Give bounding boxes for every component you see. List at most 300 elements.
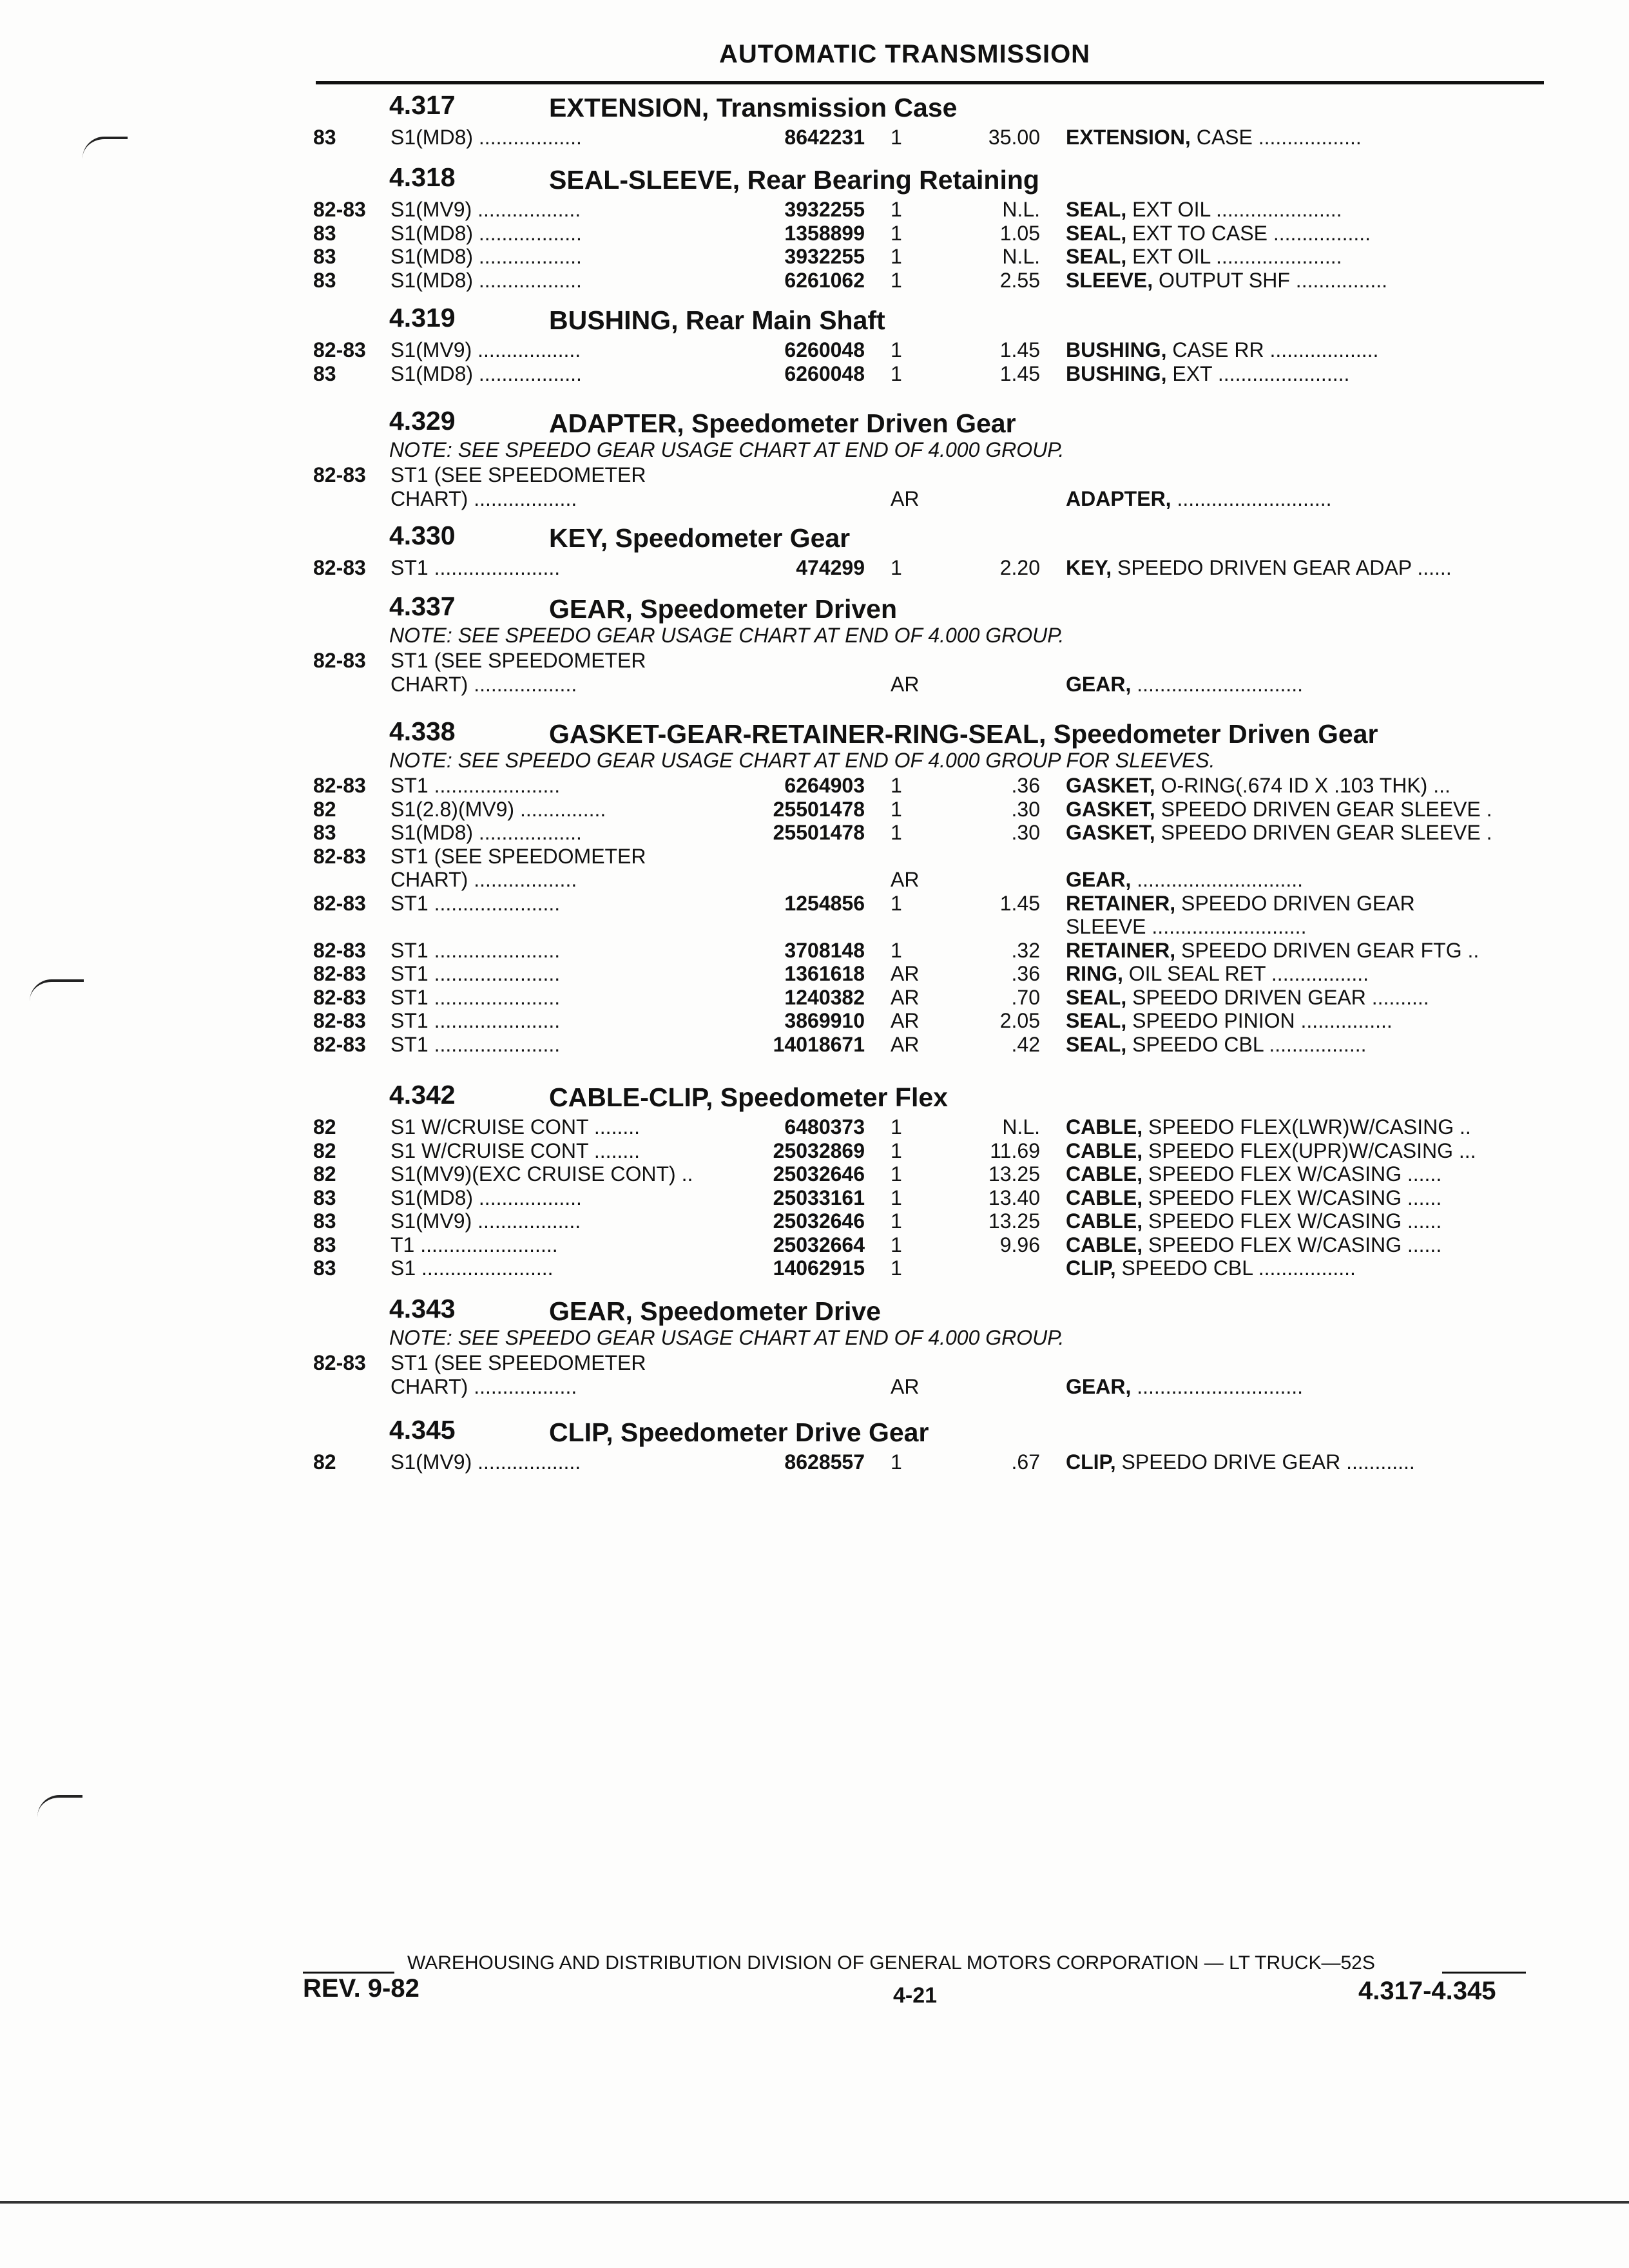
section-header [0, 521, 1629, 553]
table-row [0, 197, 1629, 222]
model-year: 82-83 [313, 556, 366, 579]
description-detail: CASE RR ................... [1166, 338, 1379, 361]
model-usage: ST1 ...................... [390, 556, 561, 579]
section-title: EXTENSION, Transmission Case [549, 93, 958, 122]
part-number: 6260048 [784, 362, 865, 385]
model-usage: S1(MD8) .................. [390, 821, 582, 844]
description [1066, 961, 1369, 986]
model-usage: S1(MD8) .................. [390, 245, 582, 268]
section-number: 4.337 [389, 591, 456, 621]
model-usage: S1(MD8) .................. [390, 269, 582, 292]
page-bottom-rule [0, 2201, 1629, 2204]
table-row [0, 1233, 1629, 1257]
table-row [0, 961, 1629, 986]
quantity: AR [891, 1033, 920, 1056]
section-number: 4.330 [389, 521, 456, 550]
description [1066, 1008, 1393, 1033]
section-title: GEAR, Speedometer Drive [549, 1296, 881, 1326]
quantity: 1 [891, 1233, 902, 1256]
price: 9.96 [999, 1233, 1040, 1256]
model-usage: ST1 ...................... [390, 1033, 561, 1056]
table-row [0, 1115, 1629, 1139]
model-year: 83 [313, 1186, 336, 1209]
quantity: AR [891, 487, 920, 510]
table-row [0, 891, 1629, 916]
header-rule [316, 81, 1544, 84]
description-noun: BUSHING, [1066, 338, 1167, 361]
price: 1.05 [999, 222, 1040, 245]
model-year: 82-83 [313, 649, 366, 672]
table-row [0, 1350, 1629, 1375]
table-row [0, 1186, 1629, 1210]
model-usage: ST1 (SEE SPEEDOMETER [390, 845, 646, 868]
description-noun: GEAR, [1066, 673, 1132, 696]
price: N.L. [1002, 1115, 1040, 1139]
quantity: AR [891, 986, 920, 1009]
model-year: 82-83 [313, 1009, 366, 1032]
description [1066, 361, 1349, 386]
price: 11.69 [990, 1139, 1040, 1162]
description-detail: ............................. [1131, 868, 1304, 891]
price: .70 [1011, 986, 1040, 1009]
model-usage: S1(MV9) .................. [390, 198, 581, 221]
description-noun: SEAL, [1066, 245, 1127, 268]
description [1066, 125, 1362, 149]
section-header [0, 90, 1629, 122]
quantity: 1 [891, 1209, 902, 1233]
table-row [0, 1450, 1629, 1474]
price: 2.55 [999, 269, 1040, 292]
model-usage: S1(MV9) .................. [390, 1450, 581, 1474]
description-detail: SPEEDO DRIVEN GEAR .......... [1126, 986, 1429, 1009]
section-header [0, 406, 1629, 438]
description-detail: SPEEDO DRIVEN GEAR SLEEVE . [1155, 821, 1492, 844]
model-year: 82 [313, 798, 336, 821]
description-detail: SPEEDO DRIVEN GEAR SLEEVE . [1155, 798, 1492, 821]
model-usage: T1 ........................ [390, 1233, 558, 1256]
description [1066, 1209, 1441, 1233]
price: .30 [1011, 821, 1040, 844]
section-number: 4.338 [389, 716, 456, 746]
price: 13.25 [988, 1162, 1040, 1186]
table-row [0, 914, 1629, 939]
model-usage: ST1 (SEE SPEEDOMETER [390, 649, 646, 672]
model-year: 82-83 [313, 845, 366, 868]
table-row [0, 361, 1629, 386]
description [1066, 338, 1378, 362]
description-noun: ADAPTER, [1066, 487, 1171, 510]
model-year: 83 [313, 821, 336, 844]
price: 35.00 [988, 126, 1040, 149]
model-usage: CHART) .................. [390, 673, 577, 696]
part-number: 25033161 [773, 1186, 865, 1209]
model-year: 83 [313, 1256, 336, 1280]
part-number: 14062915 [773, 1256, 865, 1280]
part-number: 8642231 [784, 126, 865, 149]
page-title: AUTOMATIC TRANSMISSION [719, 40, 1091, 68]
model-year: 83 [313, 269, 336, 292]
part-number: 3708148 [784, 939, 865, 962]
model-usage: CHART) .................. [390, 487, 577, 510]
description-noun: SLEEVE, [1066, 269, 1153, 292]
model-year: 82-83 [313, 198, 366, 221]
description [1066, 221, 1371, 245]
description-noun: BUSHING, [1066, 362, 1167, 385]
description [1066, 1139, 1476, 1163]
description [1066, 197, 1342, 222]
price: .67 [1011, 1450, 1040, 1474]
table-row [0, 1139, 1629, 1163]
table-row [0, 867, 1629, 892]
description-detail: SPEEDO FLEX(LWR)W/CASING .. [1142, 1115, 1471, 1139]
description-detail: SPEEDO FLEX(UPR)W/CASING ... [1142, 1139, 1476, 1162]
quantity: 1 [891, 892, 902, 915]
description-detail: SPEEDO FLEX W/CASING ...... [1142, 1162, 1442, 1186]
price: 1.45 [999, 892, 1040, 915]
description-noun: RETAINER, [1066, 939, 1176, 962]
quantity: 1 [891, 362, 902, 385]
section-number: 4.342 [389, 1080, 456, 1110]
description [1066, 1256, 1356, 1280]
model-year: 82-83 [313, 1351, 366, 1374]
section-number: 4.318 [389, 162, 456, 192]
description [1066, 1450, 1415, 1474]
part-number: 3932255 [784, 245, 865, 268]
description-noun: CABLE, [1066, 1233, 1143, 1256]
section-number: 4.329 [389, 406, 456, 436]
table-row [0, 555, 1629, 580]
description [1066, 914, 1306, 939]
description-detail: SLEEVE ........................... [1066, 915, 1307, 938]
model-usage: S1 W/CRUISE CONT ........ [390, 1115, 641, 1139]
footer-page-number: 4-21 [893, 1983, 938, 2008]
description-detail: SPEEDO DRIVEN GEAR ADAP ...... [1112, 556, 1452, 579]
quantity: 1 [891, 198, 902, 221]
section-number: 4.317 [389, 90, 456, 120]
description-detail: O-RING(.674 ID X .103 THK) ... [1155, 774, 1451, 797]
price: .32 [1011, 939, 1040, 962]
description-noun: SEAL, [1066, 1033, 1127, 1056]
model-usage: ST1 ...................... [390, 939, 561, 962]
model-year: 82 [313, 1450, 336, 1474]
section-title: BUSHING, Rear Main Shaft [549, 305, 885, 335]
price: .36 [1011, 774, 1040, 797]
footer-revision: REV. 9-82 [303, 1974, 419, 2003]
part-number: 3932255 [784, 198, 865, 221]
section-title: GEAR, Speedometer Driven [549, 594, 897, 624]
model-year: 82-83 [313, 774, 366, 797]
section-note: NOTE: SEE SPEEDO GEAR USAGE CHART AT END OF 4.000 GROUP. [389, 1326, 1065, 1349]
quantity: 1 [891, 798, 902, 821]
price: 2.05 [999, 1009, 1040, 1032]
footer-rule-left [303, 1972, 394, 1974]
description-noun: SEAL, [1066, 198, 1127, 221]
table-row [0, 844, 1629, 869]
section-header [0, 1080, 1629, 1112]
part-number: 25501478 [773, 821, 865, 844]
description-detail: EXT ....................... [1166, 362, 1350, 385]
description-noun: GASKET, [1066, 821, 1155, 844]
section-title: KEY, Speedometer Gear [549, 523, 851, 553]
model-usage: S1(MV9) .................. [390, 1209, 581, 1233]
table-row [0, 1256, 1629, 1280]
table-row [0, 244, 1629, 269]
description-detail: ........................... [1171, 487, 1332, 510]
quantity: 1 [891, 556, 902, 579]
price: 13.25 [988, 1209, 1040, 1233]
description [1066, 555, 1452, 580]
model-usage: S1(MD8) .................. [390, 126, 582, 149]
description-noun: EXTENSION, [1066, 126, 1191, 149]
model-year: 83 [313, 362, 336, 385]
model-usage: CHART) .................. [390, 1375, 577, 1398]
description-detail: ............................. [1131, 673, 1304, 696]
quantity: AR [891, 868, 920, 891]
section-title: SEAL-SLEEVE, Rear Bearing Retaining [549, 165, 1039, 195]
description-detail: SPEEDO DRIVEN GEAR FTG .. [1175, 939, 1480, 962]
model-usage: ST1 (SEE SPEEDOMETER [390, 463, 646, 486]
description-noun: CABLE, [1066, 1162, 1143, 1186]
quantity: 1 [891, 126, 902, 149]
model-year: 83 [313, 126, 336, 149]
section-title: CABLE-CLIP, Speedometer Flex [549, 1082, 948, 1112]
model-year: 82-83 [313, 463, 366, 486]
part-number: 3869910 [784, 1009, 865, 1032]
model-usage: S1 W/CRUISE CONT ........ [390, 1139, 641, 1162]
part-number: 25032869 [773, 1139, 865, 1162]
table-row [0, 463, 1629, 487]
quantity: 1 [891, 1139, 902, 1162]
description-noun: CABLE, [1066, 1186, 1143, 1209]
description-noun: SEAL, [1066, 1009, 1127, 1032]
quantity: 1 [891, 338, 902, 361]
quantity: 1 [891, 774, 902, 797]
table-row [0, 938, 1629, 963]
section-number: 4.345 [389, 1415, 456, 1445]
section-title: GASKET-GEAR-RETAINER-RING-SEAL, Speedometer Driven Gear [549, 719, 1378, 749]
section-header [0, 303, 1629, 335]
quantity: AR [891, 962, 920, 985]
description-noun: GEAR, [1066, 868, 1132, 891]
part-number: 1240382 [784, 986, 865, 1009]
description-noun: CABLE, [1066, 1115, 1143, 1139]
description [1066, 797, 1492, 822]
description-detail: CASE .................. [1190, 126, 1362, 149]
model-usage: ST1 ...................... [390, 986, 561, 1009]
quantity: 1 [891, 1115, 902, 1139]
description-detail: SPEEDO DRIVE GEAR ............ [1115, 1450, 1415, 1474]
table-row [0, 648, 1629, 673]
quantity: 1 [891, 1162, 902, 1186]
section-header [0, 1294, 1629, 1326]
footer-division: WAREHOUSING AND DISTRIBUTION DIVISION OF GENERAL MOTORS CORPORATION — LT TRUCK—52S [407, 1952, 1375, 1974]
description [1066, 938, 1479, 963]
description-detail: EXT OIL ...................... [1126, 198, 1342, 221]
description-detail: EXT TO CASE ................. [1126, 222, 1371, 245]
description [1066, 773, 1451, 798]
quantity: 1 [891, 939, 902, 962]
section-header [0, 716, 1629, 749]
model-year: 82-83 [313, 338, 366, 361]
section-title: CLIP, Speedometer Drive Gear [549, 1418, 929, 1447]
table-row [0, 221, 1629, 245]
part-number: 6480373 [784, 1115, 865, 1139]
table-row [0, 338, 1629, 362]
quantity: 1 [891, 821, 902, 844]
model-year: 82-83 [313, 962, 366, 985]
price: .36 [1011, 962, 1040, 985]
section-title: ADAPTER, Speedometer Driven Gear [549, 408, 1016, 438]
description-detail: ............................. [1131, 1375, 1304, 1398]
model-usage: S1 ....................... [390, 1256, 554, 1280]
description-detail: OIL SEAL RET ................. [1123, 962, 1369, 985]
model-year: 83 [313, 222, 336, 245]
part-number: 6261062 [784, 269, 865, 292]
model-year: 82-83 [313, 939, 366, 962]
part-number: 1358899 [784, 222, 865, 245]
model-year: 83 [313, 1209, 336, 1233]
description-noun: RING, [1066, 962, 1123, 985]
part-number: 14018671 [773, 1033, 865, 1056]
price: 13.40 [988, 1186, 1040, 1209]
section-number: 4.319 [389, 303, 456, 332]
part-number: 25032646 [773, 1209, 865, 1233]
quantity: 1 [891, 245, 902, 268]
model-year: 82-83 [313, 986, 366, 1009]
description [1066, 1186, 1441, 1210]
part-number: 1254856 [784, 892, 865, 915]
model-year: 82 [313, 1162, 336, 1186]
price: .42 [1011, 1033, 1040, 1056]
price: N.L. [1002, 198, 1040, 221]
section-header [0, 1415, 1629, 1447]
part-number: 6260048 [784, 338, 865, 361]
part-number: 25032664 [773, 1233, 865, 1256]
description-detail: OUTPUT SHF ................ [1153, 269, 1388, 292]
quantity: AR [891, 1375, 920, 1398]
section-note: NOTE: SEE SPEEDO GEAR USAGE CHART AT END OF 4.000 GROUP FOR SLEEVES. [389, 749, 1215, 772]
quantity: 1 [891, 222, 902, 245]
description [1066, 268, 1387, 293]
description [1066, 1115, 1471, 1139]
part-number: 25501478 [773, 798, 865, 821]
model-usage: ST1 ...................... [390, 962, 561, 985]
description [1066, 1032, 1366, 1057]
section-note: NOTE: SEE SPEEDO GEAR USAGE CHART AT END OF 4.000 GROUP. [389, 438, 1065, 461]
description-noun: RETAINER, [1066, 892, 1176, 915]
section-note: NOTE: SEE SPEEDO GEAR USAGE CHART AT END OF 4.000 GROUP. [389, 624, 1065, 647]
part-number: 25032646 [773, 1162, 865, 1186]
price: 1.45 [999, 362, 1040, 385]
description-detail: SPEEDO PINION ................ [1126, 1009, 1393, 1032]
model-year: 82 [313, 1115, 336, 1139]
description-noun: GASKET, [1066, 774, 1155, 797]
description-noun: CLIP, [1066, 1256, 1116, 1280]
model-usage: S1(MD8) .................. [390, 1186, 582, 1209]
model-usage: ST1 ...................... [390, 892, 561, 915]
table-row [0, 486, 1629, 511]
description [1066, 1374, 1303, 1399]
description-noun: GASKET, [1066, 798, 1155, 821]
table-row [0, 1008, 1629, 1033]
description [1066, 1233, 1441, 1257]
table-row [0, 1162, 1629, 1186]
description-noun: SEAL, [1066, 986, 1127, 1009]
description [1066, 1162, 1441, 1186]
footer-section-range: 4.317-4.345 [1358, 1977, 1496, 2005]
quantity: AR [891, 1009, 920, 1032]
margin-mark [37, 1795, 82, 1817]
section-number: 4.343 [389, 1294, 456, 1323]
quantity: 1 [891, 1186, 902, 1209]
description-detail: SPEEDO FLEX W/CASING ...... [1142, 1186, 1442, 1209]
model-usage: S1(MV9) .................. [390, 338, 581, 361]
description-detail: SPEEDO CBL ................. [1115, 1256, 1356, 1280]
description [1066, 244, 1342, 269]
model-usage: ST1 (SEE SPEEDOMETER [390, 1351, 646, 1374]
description [1066, 820, 1492, 845]
quantity: 1 [891, 269, 902, 292]
part-number: 1361618 [784, 962, 865, 985]
price: .30 [1011, 798, 1040, 821]
description-detail: SPEEDO FLEX W/CASING ...... [1142, 1233, 1442, 1256]
footer-rule-right [1442, 1972, 1526, 1974]
section-header [0, 162, 1629, 195]
model-usage: S1(2.8)(MV9) ............... [390, 798, 606, 821]
part-number: 6264903 [784, 774, 865, 797]
description-detail: SPEEDO CBL ................. [1126, 1033, 1367, 1056]
description [1066, 985, 1429, 1010]
description [1066, 867, 1303, 892]
section-header [0, 591, 1629, 624]
price: 2.20 [999, 556, 1040, 579]
description-noun: CABLE, [1066, 1209, 1143, 1233]
table-row [0, 1209, 1629, 1233]
part-number: 8628557 [784, 1450, 865, 1474]
table-row [0, 268, 1629, 293]
description [1066, 891, 1415, 916]
description [1066, 486, 1332, 511]
table-row [0, 672, 1629, 697]
description-noun: GEAR, [1066, 1375, 1132, 1398]
description-detail: SPEEDO DRIVEN GEAR [1175, 892, 1415, 915]
table-row [0, 985, 1629, 1010]
model-usage: S1(MD8) .................. [390, 222, 582, 245]
model-usage: ST1 ...................... [390, 774, 561, 797]
model-year: 82-83 [313, 1033, 366, 1056]
model-usage: S1(MV9)(EXC CRUISE CONT) .. [390, 1162, 693, 1186]
table-row [0, 125, 1629, 149]
model-usage: ST1 ...................... [390, 1009, 561, 1032]
table-row [0, 1032, 1629, 1057]
description-noun: CLIP, [1066, 1450, 1116, 1474]
price: N.L. [1002, 245, 1040, 268]
description-noun: CABLE, [1066, 1139, 1143, 1162]
description-noun: KEY, [1066, 556, 1112, 579]
model-year: 82 [313, 1139, 336, 1162]
model-year: 83 [313, 245, 336, 268]
quantity: AR [891, 673, 920, 696]
quantity: 1 [891, 1450, 902, 1474]
model-usage: CHART) .................. [390, 868, 577, 891]
table-row [0, 797, 1629, 822]
description [1066, 672, 1303, 697]
price: 1.45 [999, 338, 1040, 361]
description-detail: SPEEDO FLEX W/CASING ...... [1142, 1209, 1442, 1233]
model-usage: S1(MD8) .................. [390, 362, 582, 385]
quantity: 1 [891, 1256, 902, 1280]
table-row [0, 1374, 1629, 1399]
